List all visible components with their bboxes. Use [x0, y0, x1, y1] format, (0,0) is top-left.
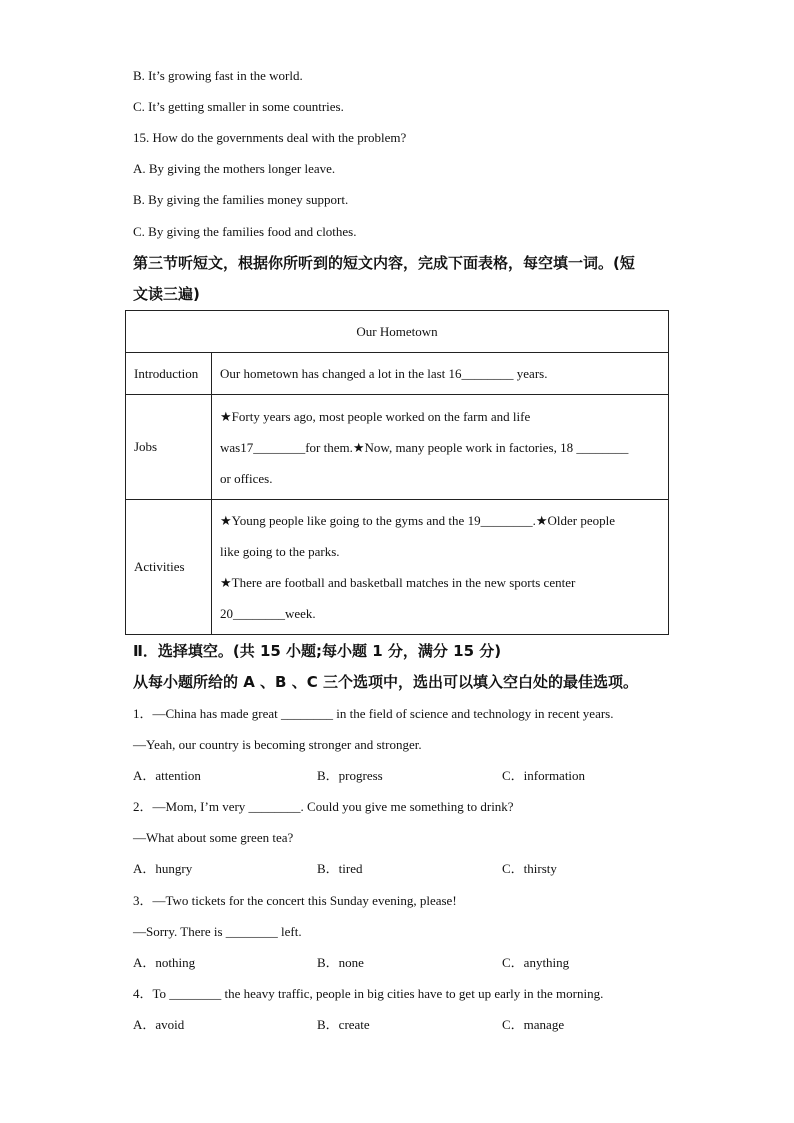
cell-line: Our hometown has changed a lot in the last 16________ years. — [220, 366, 548, 381]
cell-line: like going to the parks. — [220, 544, 340, 559]
table-title: Our Hometown — [126, 311, 669, 353]
option-b: B．tired — [317, 861, 363, 876]
table-row-introduction — [126, 353, 669, 395]
option-a: A．hungry — [133, 861, 193, 876]
row-label: Introduction — [126, 353, 212, 395]
row-content — [212, 395, 669, 500]
part2-instruction: 从每小题所给的 A 、B 、C 三个选项中，选出可以填入空白处的最佳选项。 — [133, 673, 638, 691]
cell-line: ★There are football and basketball matches in the new sports center — [220, 575, 576, 590]
q15-stem: 15. How do the governments deal with the problem? — [133, 130, 407, 145]
table-row-jobs — [126, 395, 669, 500]
question-stem: 4．To ________ the heavy traffic, people in big cities have to get up early in the morning. — [133, 986, 604, 1001]
option-b: B．none — [317, 955, 364, 970]
question-reply: —Yeah, our country is becoming stronger and stronger. — [133, 737, 422, 752]
q14-option-c: C. It’s getting smaller in some countries. — [133, 99, 344, 114]
cell-line: or offices. — [220, 470, 273, 486]
q15-option-a: A. By giving the mothers longer leave. — [133, 161, 336, 176]
question-stem: 1．—China has made great ________ in the field of science and technology in recent years. — [133, 706, 614, 721]
cell-line: ★Forty years ago, most people worked on the farm and life — [220, 408, 531, 424]
question-reply: —Sorry. There is ________ left. — [133, 924, 302, 939]
cell-line: 20________week. — [220, 606, 316, 621]
section3-heading-line2: 文读三遍) — [133, 285, 200, 303]
cell-line: was17________for them.★Now, many people work in factories, 18 ________ — [220, 439, 629, 455]
option-c: C．anything — [502, 955, 570, 970]
row-content — [212, 500, 669, 635]
section3-heading-line1: 第三节听短文，根据你所听到的短文内容，完成下面表格，每空填一词。(短 — [133, 254, 635, 272]
option-a: A．attention — [133, 768, 201, 783]
question-stem: 2．—Mom, I’m very ________. Could you give me something to drink? — [133, 799, 514, 814]
option-a: A．nothing — [133, 955, 196, 970]
hometown-table — [125, 310, 669, 635]
row-content — [212, 353, 669, 395]
option-b: B．progress — [317, 768, 383, 783]
q15-option-c: C. By giving the families food and clothes. — [133, 224, 357, 239]
option-a: A．avoid — [133, 1017, 185, 1032]
question-reply: —What about some green tea? — [133, 830, 294, 845]
part2-heading: Ⅱ．选择填空。(共 15 小题;每小题 1 分，满分 15 分) — [133, 642, 502, 660]
question-stem: 3．—Two tickets for the concert this Sunday evening, please! — [133, 893, 457, 908]
option-c: C．information — [502, 768, 586, 783]
option-c: C．manage — [502, 1017, 565, 1032]
row-label: Jobs — [126, 395, 212, 500]
cell-line: ★Young people like going to the gyms and the 19________.★Older people — [220, 513, 615, 528]
q15-option-b: B. By giving the families money support. — [133, 192, 349, 207]
row-label: Activities — [126, 500, 212, 635]
table-row-activities — [126, 500, 669, 635]
q14-option-b: B. It’s growing fast in the world. — [133, 68, 303, 83]
option-b: B．create — [317, 1017, 370, 1032]
option-c: C．thirsty — [502, 861, 557, 876]
